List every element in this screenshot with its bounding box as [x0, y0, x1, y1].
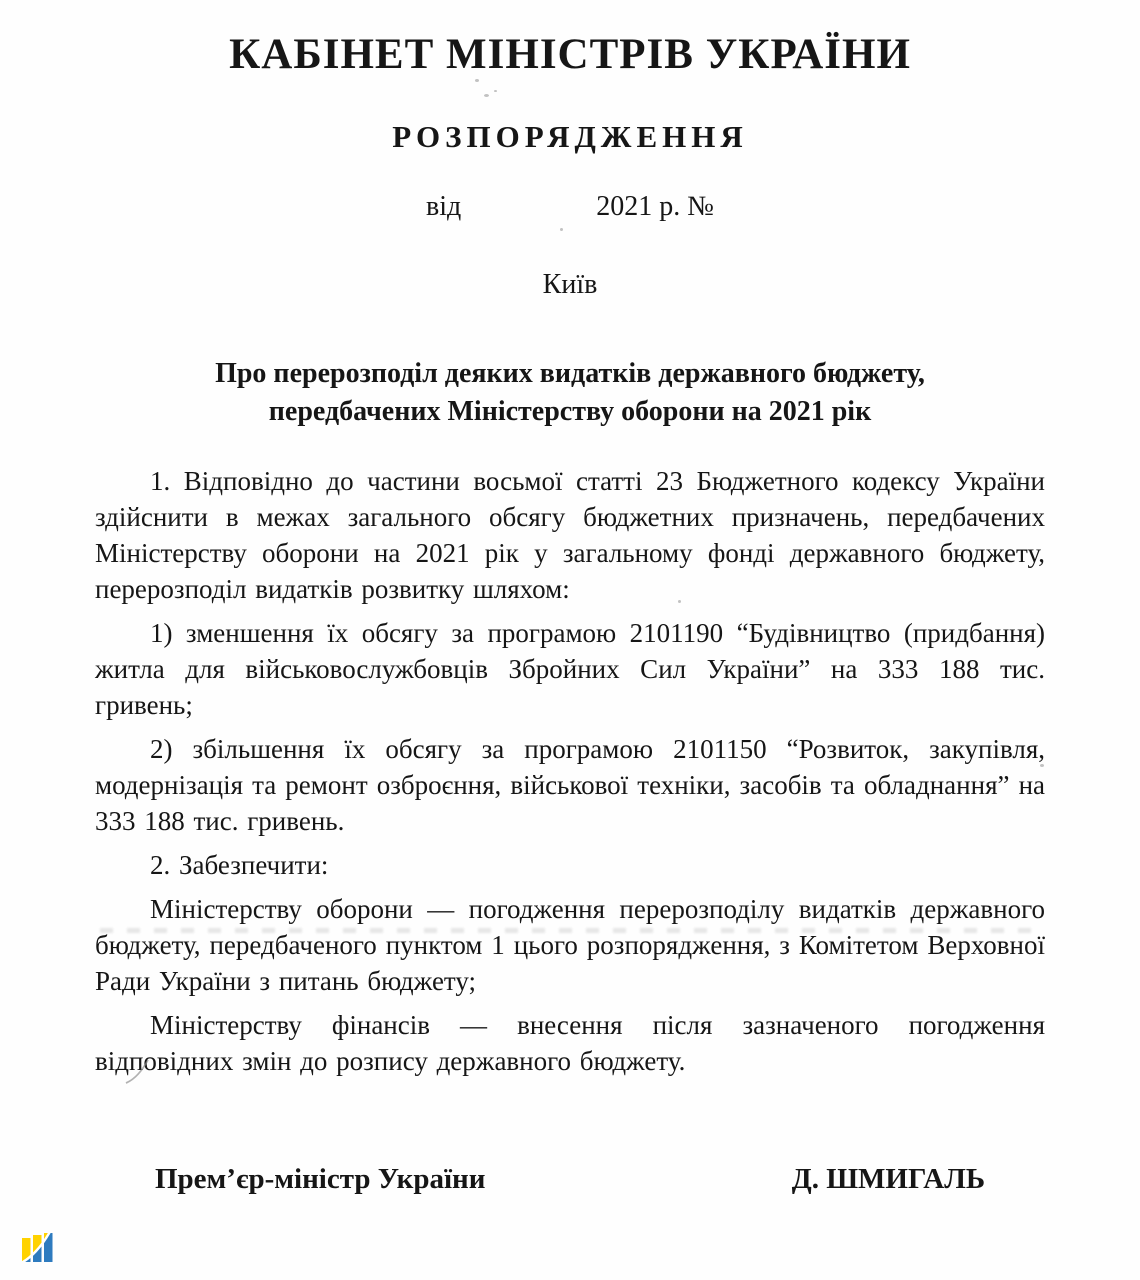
scan-speck [494, 90, 497, 92]
signer-name: Д. ШМИГАЛЬ [791, 1163, 985, 1195]
signer-position: Прем’єр-міністр України [155, 1163, 486, 1195]
pencil-mark [122, 1056, 166, 1086]
scan-artifact-line [100, 928, 1045, 933]
document-header [95, 30, 1045, 301]
document-title-line2: передбачених Міністерству оборони на 2021 рік [268, 396, 872, 427]
scan-speck [560, 228, 563, 231]
date-year-number: 2021 р. № [596, 191, 714, 222]
scan-speck [1040, 764, 1044, 767]
scan-speck [484, 94, 489, 97]
clause-defense-ministry: Міністерству оборони — погодження перерозподілу видатків державного бюджету, передбаченого пунктом 1 цього розпорядження, з Комітетом Верховної Ради України з питань бюджету; [95, 894, 1045, 996]
scan-speck [678, 600, 681, 603]
date-from-label: від [426, 191, 462, 222]
subitem-1-decrease: 1) зменшення їх обсягу за програмою 2101190 “Будівництво (придбання) житла для військовослужбовців Збройних Сил України” на 333 188 тис. гривень; [95, 618, 1045, 720]
doc-type-label: РОЗПОРЯДЖЕННЯ [392, 119, 748, 154]
org-name: КАБІНЕТ МІНІСТРІВ УКРАЇНИ [229, 31, 911, 78]
document-body [95, 463, 1045, 1079]
document-title [95, 355, 1045, 431]
city-label: Київ [542, 269, 598, 300]
bar-chart-growth-logo-icon [21, 1230, 54, 1263]
scan-speck [475, 79, 479, 82]
subitem-2-increase: 2) збільшення їх обсягу за програмою 2101150 “Розвиток, закупівля, модернізація та ремонт озброєння, військової техніки, засобів та обладнання” на 333 188 тис. гривень. [95, 734, 1045, 836]
document-title-line1: Про перерозподіл деяких видатків державного бюджету, [215, 358, 925, 389]
signature-block [95, 1163, 1045, 1196]
paragraph-intro: 1. Відповідно до частини восьмої статті 23 Бюджетного кодексу України здійснити в межах загального обсягу бюджетних призначень, передбачених Міністерству оборони на 2021 рік у загальному фонді державного бюджету, перерозподіл видатків розвитку шляхом: [95, 466, 1045, 604]
date-line [95, 191, 1045, 223]
paragraph-ensure: 2. Забезпечити: [150, 850, 329, 880]
clause-finance-ministry: Міністерству фінансів — внесення після зазначеного погодження відповідних змін до розпису державного бюджету. [95, 1010, 1045, 1076]
